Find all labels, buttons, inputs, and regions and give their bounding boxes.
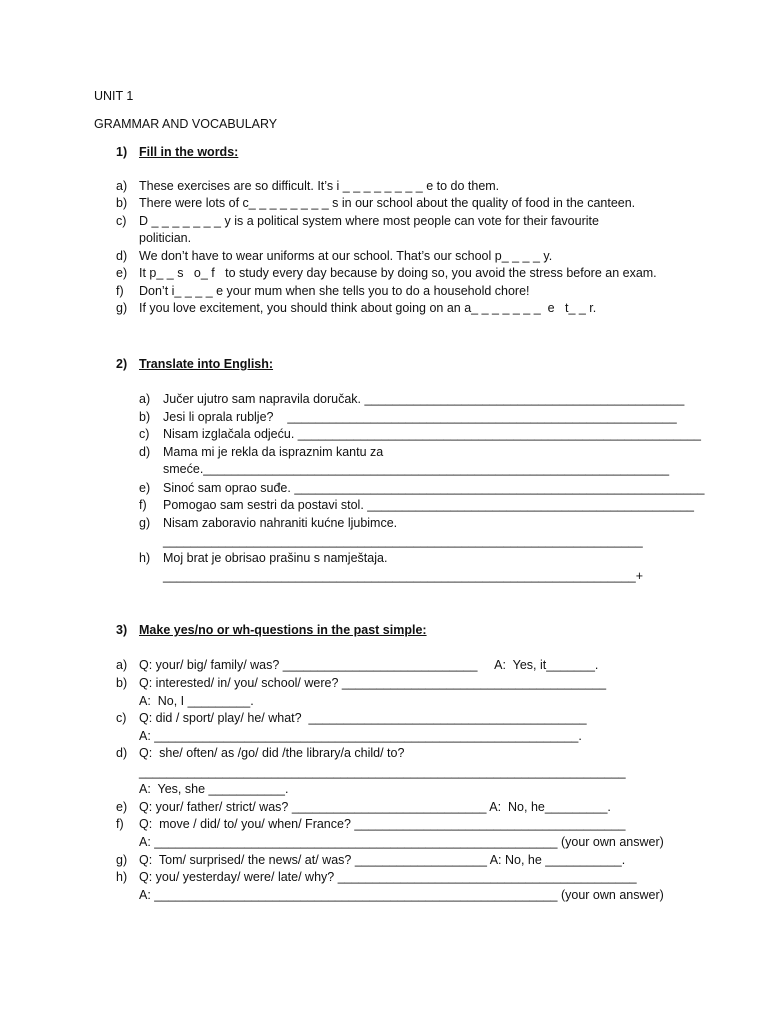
ex3-item-c-text-2: A: _____________________________________________________________. — [139, 729, 582, 743]
ex3-item-f-text-1: Q: move / did/ to/ you/ when/ France? _______________________________________ — [139, 817, 626, 831]
ex2-item-e-label: e) — [139, 481, 151, 495]
ex1-item-c-text-1: D _ _ _ _ _ _ _ y is a political system where most people can vote for their favourite — [139, 214, 599, 228]
ex3-item-c-text-1: Q: did / sport/ play/ he/ what? ________________________________________ — [139, 711, 587, 725]
ex1-item-a-text: These exercises are so difficult. It’s i _ _ _ _ _ _ _ _ e to do them. — [139, 179, 500, 193]
ex3-item-b-text-2: A: No, I _________. — [139, 694, 254, 708]
exercise-3-number: 3) — [116, 623, 128, 637]
ex2-item-e-text: Sinoć sam oprao suđe. ___________________________________________________________ — [163, 481, 705, 495]
exercise-2-title: Translate into English: — [139, 357, 274, 371]
ex3-item-c-label: c) — [116, 711, 127, 725]
ex2-item-a-text: Jučer ujutro sam napravila doručak. ______________________________________________ — [163, 392, 685, 406]
ex2-item-g-text-2: _____________________________________________________________________ — [163, 534, 643, 548]
ex1-item-b-text: There were lots of c_ _ _ _ _ _ _ _ s in our school about the quality of food in the canteen. — [139, 196, 636, 210]
ex3-item-h-text-2: A: __________________________________________________________ (your own answer) — [139, 888, 664, 902]
ex2-item-b-text: Jesi li oprala rublje? ________________________________________________________ — [163, 410, 677, 424]
ex3-item-d-text-3: A: Yes, she ___________. — [139, 782, 289, 796]
ex2-item-d-text-2: smeće.___________________________________________________________________ — [163, 462, 670, 476]
ex2-item-c-text: Nisam izglačala odjeću. __________________________________________________________ — [163, 427, 701, 441]
ex2-item-f-text: Pomogao sam sestri da postavi stol. _______________________________________________ — [163, 498, 694, 512]
ex1-item-e-label: e) — [116, 266, 128, 280]
ex2-item-g-label: g) — [139, 516, 151, 530]
ex3-item-g-text: Q: Tom/ surprised/ the news/ at/ was? ___________________ A: No, he ___________. — [139, 853, 626, 867]
ex3-item-f-label: f) — [116, 817, 124, 831]
ex1-item-f-label: f) — [116, 284, 124, 298]
ex3-item-b-text-1: Q: interested/ in/ you/ school/ were? ______________________________________ — [139, 676, 607, 690]
ex1-item-b-label: b) — [116, 196, 128, 210]
ex3-item-e-text: Q: your/ father/ strict/ was? ____________________________ A: No, he_________. — [139, 800, 611, 814]
ex2-item-d-label: d) — [139, 445, 151, 459]
ex2-item-a-label: a) — [139, 392, 151, 406]
ex2-item-f-label: f) — [139, 498, 147, 512]
ex1-item-a-label: a) — [116, 179, 128, 193]
exercise-1-title: Fill in the words: — [139, 145, 239, 159]
ex3-item-e-label: e) — [116, 800, 128, 814]
ex1-item-c-text-2: politician. — [139, 231, 192, 245]
ex1-item-g-text: If you love excitement, you should think about going on an a_ _ _ _ _ _ _ e t_ _ r. — [139, 301, 597, 315]
ex1-item-d-label: d) — [116, 249, 128, 263]
ex1-item-f-text: Don’t i_ _ _ _ e your mum when she tells you to do a household chore! — [139, 284, 530, 298]
ex2-item-h-text-2: ____________________________________________________________________+ — [163, 569, 644, 583]
ex1-item-e-text: It p_ _ s o_ f to study every day because by doing so, you avoid the stress before an exam. — [139, 266, 657, 280]
ex2-item-h-label: h) — [139, 551, 151, 565]
section-title: GRAMMAR AND VOCABULARY — [94, 117, 278, 131]
ex2-item-g-text-1: Nisam zaboravio nahraniti kućne ljubimce. — [163, 516, 398, 530]
ex2-item-c-label: c) — [139, 427, 150, 441]
ex3-item-d-text-1: Q: she/ often/ as /go/ did /the library/a child/ to? — [139, 746, 405, 760]
ex3-item-h-label: h) — [116, 870, 128, 884]
ex2-item-h-text-1: Moj brat je obrisao prašinu s namještaja. — [163, 551, 388, 565]
ex3-item-f-text-2: A: __________________________________________________________ (your own answer) — [139, 835, 664, 849]
ex2-item-b-label: b) — [139, 410, 151, 424]
ex3-item-g-label: g) — [116, 853, 128, 867]
unit-title: UNIT 1 — [94, 89, 134, 103]
exercise-2-number: 2) — [116, 357, 128, 371]
exercise-1-number: 1) — [116, 145, 128, 159]
ex3-item-b-label: b) — [116, 676, 128, 690]
ex1-item-g-label: g) — [116, 301, 128, 315]
ex1-item-d-text: We don’t have to wear uniforms at our school. That’s our school p_ _ _ _ y. — [139, 249, 553, 263]
ex3-item-h-text-1: Q: you/ yesterday/ were/ late/ why? ___________________________________________ — [139, 870, 637, 884]
ex3-item-a-label: a) — [116, 658, 128, 672]
ex2-item-d-text-1: Mama mi je rekla da ispraznim kantu za — [163, 445, 384, 459]
exercise-3-title: Make yes/no or wh-questions in the past simple: — [139, 623, 427, 637]
ex3-item-d-label: d) — [116, 746, 128, 760]
ex3-item-a-text: Q: your/ big/ family/ was? ____________________________ A: Yes, it_______. — [139, 658, 599, 672]
ex3-item-d-text-2: ______________________________________________________________________ — [139, 765, 626, 779]
ex1-item-c-label: c) — [116, 214, 127, 228]
